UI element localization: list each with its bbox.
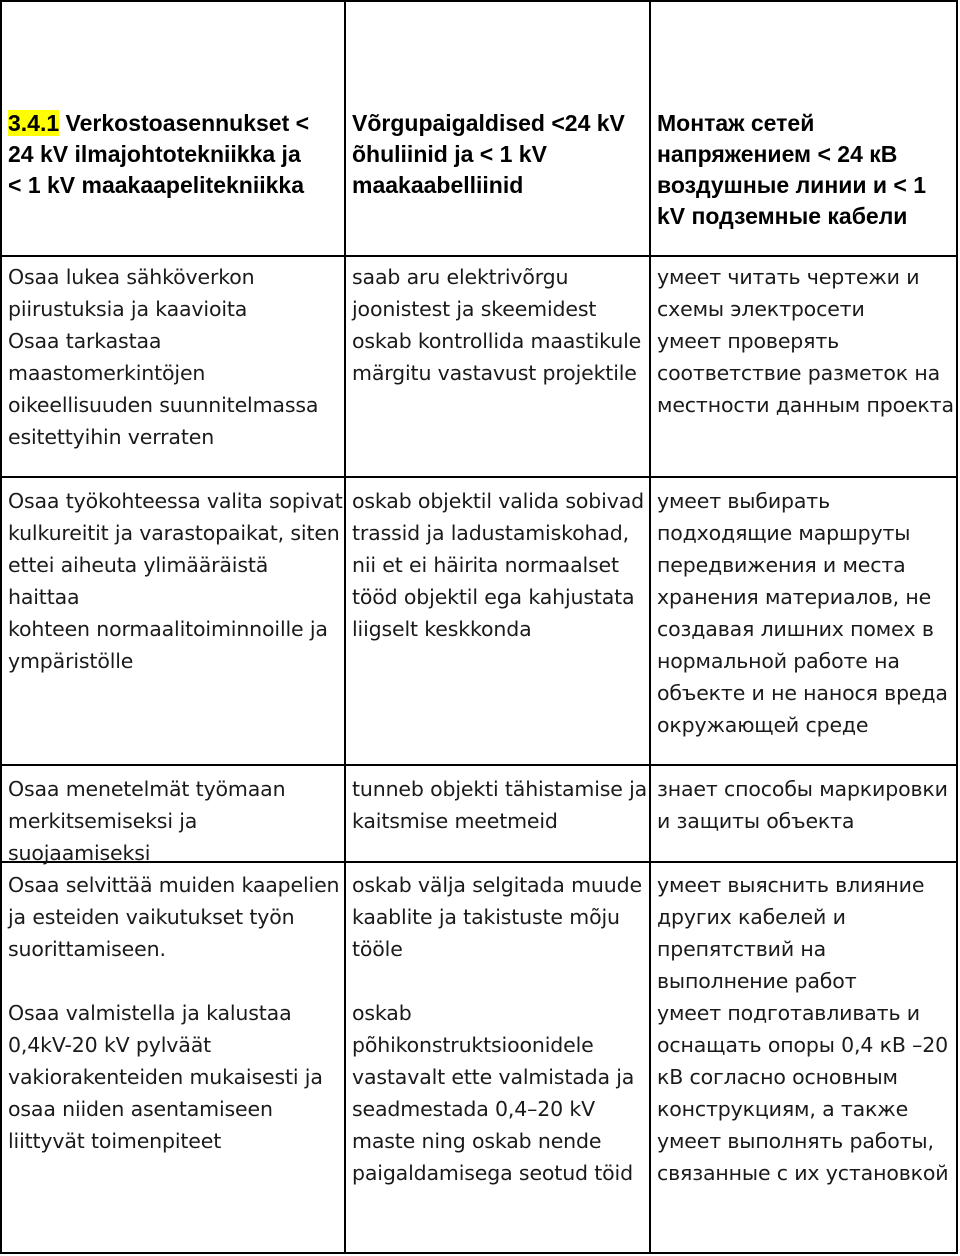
section-number: 3.4.1 xyxy=(8,110,60,136)
column-divider xyxy=(649,2,651,1252)
row-divider xyxy=(2,476,956,478)
row-4-estonian: tunneb objekti tähistamise ja kaitsmise meetmeid xyxy=(352,777,648,833)
row-1-estonian: saab aru elektrivõrgu joonistest ja skeemidest xyxy=(352,265,597,321)
row-4-finnish: Osaa menetelmät työmaan merkitsemiseksi ja suojaamiseksi xyxy=(8,777,286,865)
column-divider xyxy=(344,2,346,1252)
row-divider xyxy=(2,764,956,766)
row-6-estonian: oskab põhikonstruktsioonidele vastavalt ette valmistada ja seadmestada 0,4–20 kV maste ning oskab nende paigaldamisega seotud töid xyxy=(352,1001,635,1185)
row-5-estonian: oskab välja selgitada muude kaablite ja takistuste mõju tööle xyxy=(352,873,642,961)
row-6-russian: умеет подготавливать и оснащать опоры 0,4 кВ –20 кВ согласно основным конструкциям, а также умеет выполнять работы, связанные с их установкой xyxy=(657,1001,949,1185)
header-finnish-title: Verkostoasennukset < 24 kV ilmajohtotekniikka ja < 1 kV maakaapelitekniikka xyxy=(8,110,310,198)
row-5-russian: умеет выяснить влияние других кабелей и препятствий на выполнение работ xyxy=(657,873,925,993)
row-5-finnish: Osaa selvittää muiden kaapelien ja esteiden vaikutukset työn suorittamiseen. xyxy=(8,873,340,961)
row-2-estonian: oskab kontrollida maastikule märgitu vastavust projektile xyxy=(352,329,642,385)
row-4-russian: знает способы маркировки и защиты объекта xyxy=(657,777,948,833)
header-estonian: Võrgupaigaldised <24 kV õhuliinid ja < 1 kV maakaabelliinid xyxy=(352,110,625,198)
row-3-finnish: Osaa työkohteessa valita sopivat kulkureitit ja varastopaikat, siten ettei aiheuta ylimääräistä haittaa kohteen normaalitoiminnoille ja ympäristölle xyxy=(8,489,343,673)
row-1-russian: умеет читать чертежи и схемы электросети xyxy=(657,265,920,321)
row-3-estonian: oskab objektil valida sobivad trassid ja ladustamiskohad, nii et ei häirita normaalset tööd objektil ega kahjustata liigselt keskkonda xyxy=(352,489,644,641)
row-2-russian: умеет проверять соответствие разметок на местности данным проекта xyxy=(657,329,954,417)
header-finnish xyxy=(8,108,343,201)
row-3-russian: умеет выбирать подходящие маршруты передвижения и места хранения материалов, не создавая лишних помех в нормальной работе на объекте и не нанося вреда окружающей среде xyxy=(657,489,948,737)
row-divider xyxy=(2,255,956,257)
row-6-finnish: Osaa valmistella ja kalustaa 0,4kV-20 kV pylväät vakiorakenteiden mukaisesti ja osaa niiden asentamiseen liittyvät toimenpiteet xyxy=(8,1001,323,1153)
header-russian: Монтаж сетей напряжением < 24 кВ воздушные линии и < 1 kV подземные кабели xyxy=(657,110,927,229)
row-1-finnish: Osaa lukea sähköverkon piirustuksia ja kaavioita xyxy=(8,265,255,321)
row-2-finnish: Osaa tarkastaa maastomerkintöjen oikeellisuuden suunnitelmassa esitettyihin verraten xyxy=(8,329,319,449)
